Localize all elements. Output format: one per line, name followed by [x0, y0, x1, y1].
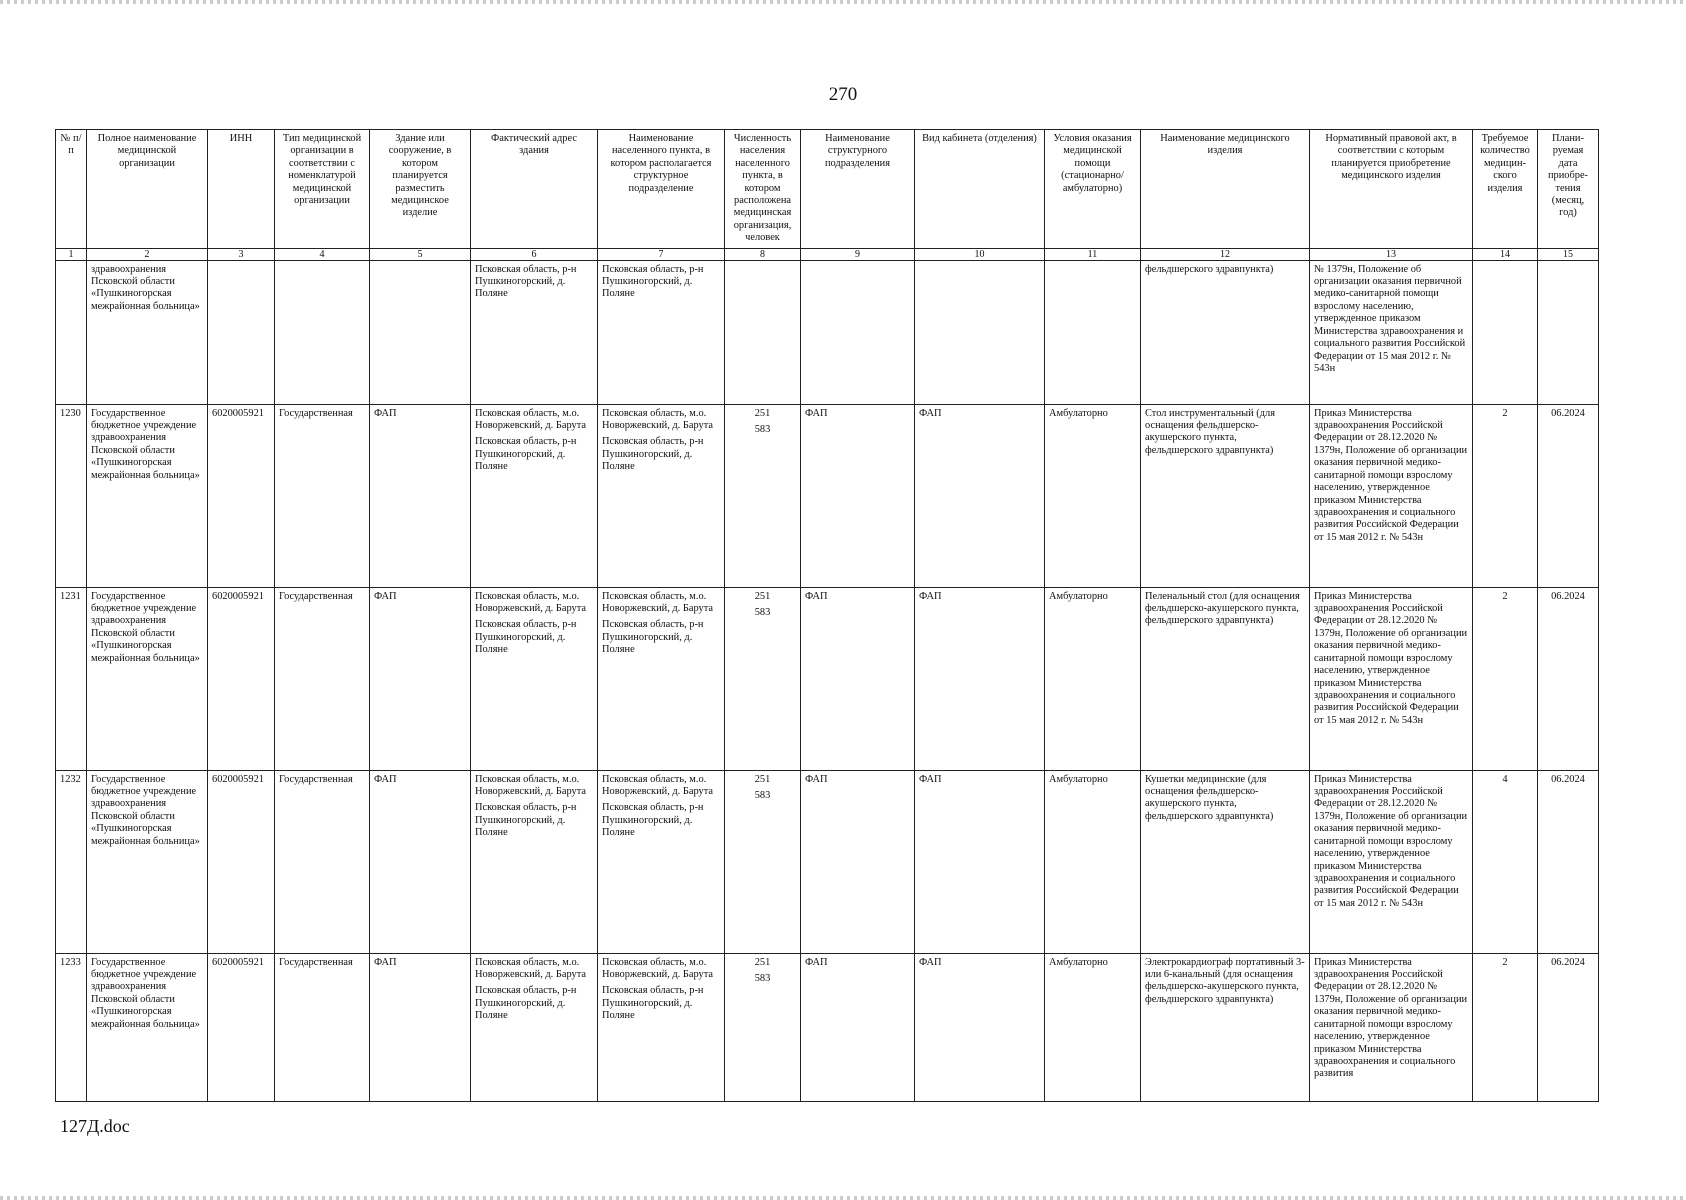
- building-cell: [370, 260, 471, 404]
- column-number: 5: [370, 248, 471, 260]
- type-cell: Государственная: [275, 953, 370, 1101]
- header-cell: ИНН: [208, 130, 275, 249]
- inn-cell: 6020005921: [208, 953, 275, 1101]
- header-cell: Наименование структурного подразделения: [801, 130, 915, 249]
- locality-cell: [598, 587, 725, 770]
- scan-edge-bottom: [0, 1196, 1686, 1200]
- population-cell: [725, 260, 801, 404]
- org-cell: Государственное бюджетное учреждение здравоохранения Псковской области «Пушкиногорская межрайонная больница»: [87, 587, 208, 770]
- header-cell: Требуемое количество медицин-ского изделия: [1473, 130, 1538, 249]
- locality-cell: [598, 770, 725, 953]
- locality-line: Псковская область, р-н Пушкиногорский, д. Поляне: [602, 619, 704, 656]
- num-cell: 1232: [56, 770, 87, 953]
- address-line: Псковская область, р-н Пушкиногорский, д. Поляне: [475, 985, 577, 1022]
- continuation-row: [56, 260, 1599, 404]
- date-cell: 06.2024: [1538, 404, 1599, 587]
- unit-cell: ФАП: [801, 587, 915, 770]
- cabinet-cell: ФАП: [915, 404, 1045, 587]
- type-cell: Государственная: [275, 587, 370, 770]
- building-cell: ФАП: [370, 587, 471, 770]
- date-cell: 06.2024: [1538, 587, 1599, 770]
- act-cell: Приказ Министерства здравоохранения Российской Федерации от 28.12.2020 № 1379н, Положение об организации оказания первичной медико-санитарной помощи взрослому населению, утвержденное приказом Министерства здравоохранения и социального развития Российской Федерации от 15 мая 2012 г. № 543н: [1310, 587, 1473, 770]
- org-cell: здравоохранения Псковской области «Пушкиногорская межрайонная больница»: [87, 260, 208, 404]
- locality-line: Псковская область, м.о. Новоржевский, д. Барута: [602, 773, 713, 798]
- inn-cell: 6020005921: [208, 587, 275, 770]
- column-number: 8: [725, 248, 801, 260]
- population-cell: [725, 587, 801, 770]
- population-value: 583: [754, 424, 771, 436]
- header-cell: Численность населения населенного пункта, в котором расположена медицинская организация, человек: [725, 130, 801, 249]
- address-cell: [471, 404, 598, 587]
- act-cell: Приказ Министерства здравоохранения Российской Федерации от 28.12.2020 № 1379н, Положение об организации оказания первичной медико-санитарной помощи взрослому населению, утвержденное приказом Министерства здравоохранения и социального развития: [1310, 953, 1473, 1101]
- column-number: 13: [1310, 248, 1473, 260]
- type-cell: Государственная: [275, 770, 370, 953]
- population-value: 251: [754, 773, 771, 785]
- column-number: 11: [1045, 248, 1141, 260]
- cabinet-cell: [915, 260, 1045, 404]
- building-cell: ФАП: [370, 404, 471, 587]
- address-line: Псковская область, р-н Пушкиногорский, д. Поляне: [475, 802, 577, 839]
- header-cell: Тип медицинской организации в соответствии с номенклатурой медицинской организации: [275, 130, 370, 249]
- unit-cell: [801, 260, 915, 404]
- population-cell: [725, 404, 801, 587]
- column-number: 12: [1141, 248, 1310, 260]
- column-number: 4: [275, 248, 370, 260]
- address-line: Псковская область, р-н Пушкиногорский, д. Поляне: [475, 436, 577, 473]
- num-cell: [56, 260, 87, 404]
- building-cell: ФАП: [370, 953, 471, 1101]
- header-cell: Нормативный правовой акт, в соответствии с которым планируется приобретение медицинского изделия: [1310, 130, 1473, 249]
- inn-cell: 6020005921: [208, 404, 275, 587]
- org-cell: Государственное бюджетное учреждение здравоохранения Псковской области «Пушкиногорская межрайонная больница»: [87, 770, 208, 953]
- inn-cell: 6020005921: [208, 770, 275, 953]
- header-cell: Наименование медицинского изделия: [1141, 130, 1310, 249]
- document-filename: 127Д.doc: [60, 1116, 130, 1136]
- header-cell: Фактический адрес здания: [471, 130, 598, 249]
- num-cell: 1233: [56, 953, 87, 1101]
- column-number: 10: [915, 248, 1045, 260]
- org-cell: Государственное бюджетное учреждение здравоохранения Псковской области «Пушкиногорская межрайонная больница»: [87, 404, 208, 587]
- conditions-cell: Амбулаторно: [1045, 770, 1141, 953]
- unit-cell: ФАП: [801, 404, 915, 587]
- header-cell: Вид кабинета (отделения): [915, 130, 1045, 249]
- act-cell: Приказ Министерства здравоохранения Российской Федерации от 28.12.2020 № 1379н, Положение об организации оказания первичной медико-санитарной помощи взрослому населению, утвержденное приказом Министерства здравоохранения и социального развития Российской Федерации от 15 мая 2012 г. № 543н: [1310, 770, 1473, 953]
- address-cell: [471, 587, 598, 770]
- population-value: 583: [754, 607, 771, 619]
- population-cell: [725, 770, 801, 953]
- column-number: 7: [598, 248, 725, 260]
- locality-line: Псковская область, р-н Пушкиногорский, д. Поляне: [602, 436, 704, 473]
- address-cell: [471, 770, 598, 953]
- num-cell: 1230: [56, 404, 87, 587]
- column-number: 6: [471, 248, 598, 260]
- header-cell: Условия оказания медицинской помощи (стационарно/ амбулаторно): [1045, 130, 1141, 249]
- type-cell: [275, 260, 370, 404]
- conditions-cell: Амбулаторно: [1045, 953, 1141, 1101]
- cabinet-cell: ФАП: [915, 770, 1045, 953]
- address-line: Псковская область, м.о. Новоржевский, д. Барута: [475, 590, 586, 615]
- locality-line: Псковская область, р-н Пушкиногорский, д. Поляне: [602, 985, 704, 1022]
- address-line: Псковская область, м.о. Новоржевский, д. Барута: [475, 956, 586, 981]
- type-cell: Государственная: [275, 404, 370, 587]
- qty-cell: 2: [1473, 587, 1538, 770]
- locality-cell: [598, 953, 725, 1101]
- device-cell: Пеленальный стол (для оснащения фельдшерско-акушерского пункта, фельдшерского здравпункта): [1141, 587, 1310, 770]
- header-cell: № п/п: [56, 130, 87, 249]
- unit-cell: ФАП: [801, 770, 915, 953]
- address-line: Псковская область, р-н Пушкиногорский, д. Поляне: [475, 619, 577, 656]
- table-row: [56, 770, 1599, 953]
- qty-cell: 4: [1473, 770, 1538, 953]
- table-row: [56, 953, 1599, 1101]
- column-number: 15: [1538, 248, 1599, 260]
- column-number-row: [56, 248, 1599, 260]
- population-value: 251: [754, 590, 771, 602]
- population-value: 251: [754, 956, 771, 968]
- address-cell: [471, 953, 598, 1101]
- act-cell: Приказ Министерства здравоохранения Российской Федерации от 28.12.2020 № 1379н, Положение об организации оказания первичной медико-санитарной помощи взрослому населению, утвержденное приказом Министерства здравоохранения и социального развития Российской Федерации от 15 мая 2012 г. № 543н: [1310, 404, 1473, 587]
- address-line: Псковская область, м.о. Новоржевский, д. Барута: [475, 407, 586, 432]
- header-cell: Наименование населенного пункта, в котором располагается структурное подразделение: [598, 130, 725, 249]
- cabinet-cell: ФАП: [915, 587, 1045, 770]
- population-value: 583: [754, 790, 771, 802]
- column-number: 3: [208, 248, 275, 260]
- column-number: 1: [56, 248, 87, 260]
- inn-cell: [208, 260, 275, 404]
- device-cell: Кушетки медицинские (для оснащения фельдшерско-акушерского пункта, фельдшерского здравпункта): [1141, 770, 1310, 953]
- header-cell: Плани-руемая дата приобре-тения (месяц, год): [1538, 130, 1599, 249]
- address-line: Псковская область, м.о. Новоржевский, д. Барута: [475, 773, 586, 798]
- scan-edge-top: [0, 0, 1686, 4]
- table-row: [56, 587, 1599, 770]
- device-cell: Стол инструментальный (для оснащения фельдшерско-акушерского пункта, фельдшерского здравпункта): [1141, 404, 1310, 587]
- locality-line: Псковская область, р-н Пушкиногорский, д. Поляне: [602, 802, 704, 839]
- locality-cell: Псковская область, р-н Пушкиногорский, д. Поляне: [598, 260, 725, 404]
- act-cell: № 1379н, Положение об организации оказания первичной медико-санитарной помощи взрослому населению, утвержденное приказом Министерства здравоохранения и социального развития Российской Федерации от 15 мая 2012 г. № 543н: [1310, 260, 1473, 404]
- date-cell: 06.2024: [1538, 953, 1599, 1101]
- column-number: 14: [1473, 248, 1538, 260]
- qty-cell: 2: [1473, 953, 1538, 1101]
- table-row: [56, 404, 1599, 587]
- population-cell: [725, 953, 801, 1101]
- qty-cell: 2: [1473, 404, 1538, 587]
- header-cell: Здание или сооружение, в котором планируется разместить медицинское изделие: [370, 130, 471, 249]
- num-cell: 1231: [56, 587, 87, 770]
- org-cell: Государственное бюджетное учреждение здравоохранения Псковской области «Пушкиногорская межрайонная больница»: [87, 953, 208, 1101]
- locality-line: Псковская область, м.о. Новоржевский, д. Барута: [602, 590, 713, 615]
- building-cell: ФАП: [370, 770, 471, 953]
- locality-line: Псковская область, м.о. Новоржевский, д. Барута: [602, 407, 713, 432]
- device-cell: фельдшерского здравпункта): [1141, 260, 1310, 404]
- date-cell: 06.2024: [1538, 770, 1599, 953]
- cabinet-cell: ФАП: [915, 953, 1045, 1101]
- population-value: 583: [754, 973, 771, 985]
- conditions-cell: Амбулаторно: [1045, 587, 1141, 770]
- device-cell: Электрокардиограф портативный 3- или 6-канальный (для оснащения фельдшерско-акушерского пункта, фельдшерского здравпункта): [1141, 953, 1310, 1101]
- locality-cell: [598, 404, 725, 587]
- header-cell: Полное наименование медицинской организации: [87, 130, 208, 249]
- qty-cell: [1473, 260, 1538, 404]
- page-number: 270: [828, 84, 858, 105]
- unit-cell: ФАП: [801, 953, 915, 1101]
- column-number: 9: [801, 248, 915, 260]
- address-cell: Псковская область, р-н Пушкиногорский, д. Поляне: [471, 260, 598, 404]
- locality-line: Псковская область, м.о. Новоржевский, д. Барута: [602, 956, 713, 981]
- conditions-cell: Амбулаторно: [1045, 404, 1141, 587]
- document-table: [55, 129, 1599, 1102]
- conditions-cell: [1045, 260, 1141, 404]
- date-cell: [1538, 260, 1599, 404]
- column-number: 2: [87, 248, 208, 260]
- population-value: 251: [754, 407, 771, 419]
- header-row: [56, 130, 1599, 249]
